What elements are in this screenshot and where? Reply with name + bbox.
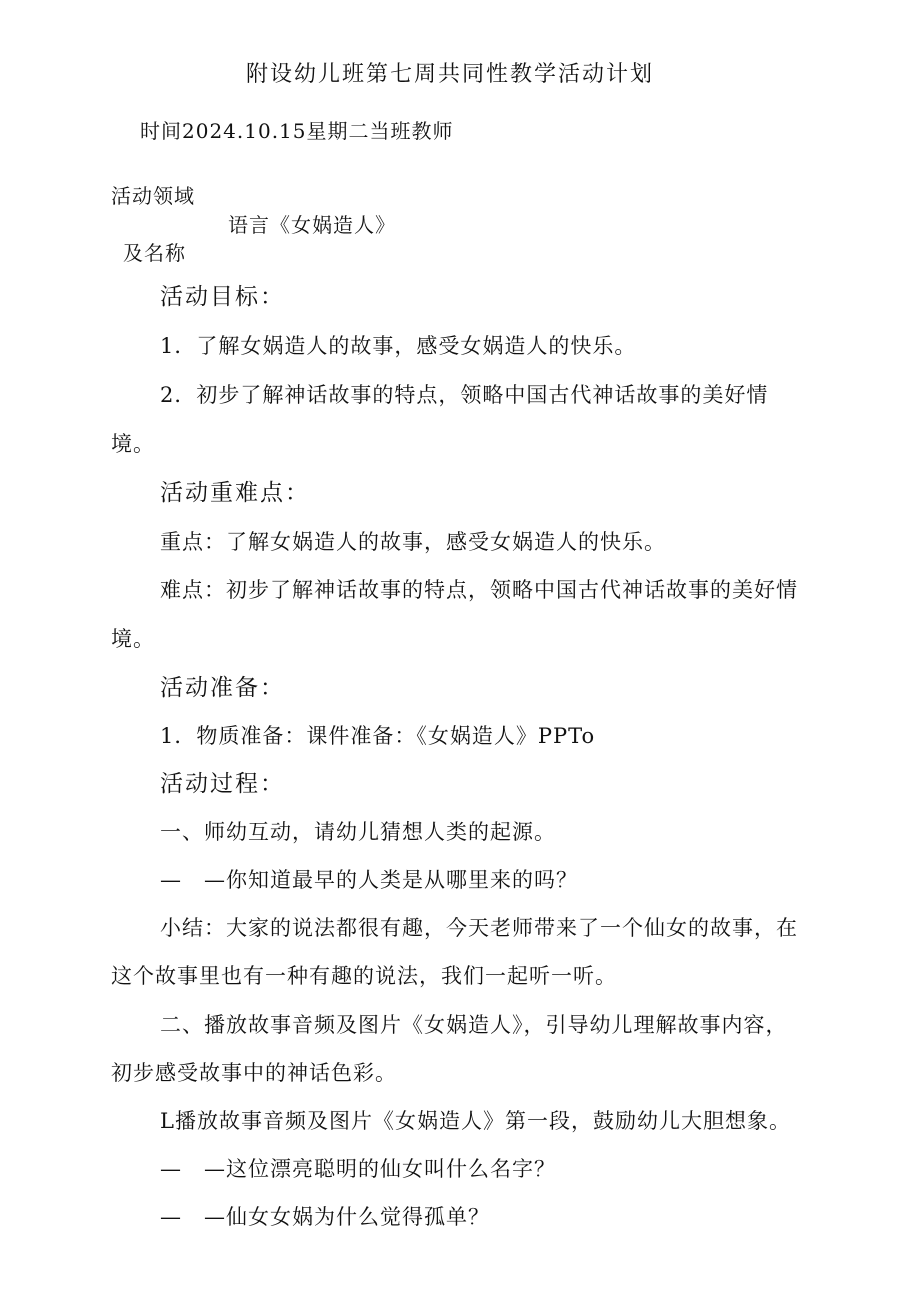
step-2-line1: 二、播放故事音频及图片《女娲造人》，引导幼儿理解故事内容， [160, 1013, 788, 1037]
goals-heading: 活动目标： [160, 284, 285, 310]
goal-2-line2: 境。 [111, 432, 155, 456]
summary-line1: 小结：大家的说法都很有趣，今天老师带来了一个仙女的故事，在 [160, 916, 798, 940]
domain-label-line2: 及名称 [123, 241, 186, 265]
key-point: 重点：了解女娲造人的故事，感受女娲造人的快乐。 [160, 530, 666, 554]
domain-label-line1: 活动领域 [111, 184, 195, 208]
step-2-1: L播放故事音频及图片《女娲造人》第一段，鼓励幼儿大胆想象。 [160, 1109, 791, 1133]
step-1-question: — —你知道最早的人类是从哪里来的吗？ [160, 868, 578, 892]
step-2-line2: 初步感受故事中的神话色彩。 [111, 1061, 397, 1085]
summary-line2: 这个故事里也有一种有趣的说法，我们一起听一听。 [111, 964, 617, 988]
meta-line: 时间2024.10.15星期二当班教师 [140, 119, 454, 143]
domain-value: 语言《女娲造人》 [228, 213, 396, 237]
difficult-point-line1: 难点：初步了解神话故事的特点，领略中国古代神话故事的美好情 [160, 578, 798, 602]
goal-2-line1: 2．初步了解神话故事的特点，领略中国古代神话故事的美好情 [160, 383, 769, 407]
step-1: 一、师幼互动，请幼儿猜想人类的起源。 [160, 820, 556, 844]
prep-heading: 活动准备： [160, 675, 285, 701]
page-title: 附设幼儿班第七周共同性教学活动计划 [246, 62, 655, 87]
goal-1: 1．了解女娲造人的故事，感受女娲造人的快乐。 [160, 334, 637, 358]
process-heading: 活动过程： [160, 771, 285, 797]
step-2-1-question-2: — —仙女女娲为什么觉得孤单？ [160, 1205, 490, 1229]
key-points-heading: 活动重难点： [160, 480, 310, 506]
difficult-point-line2: 境。 [111, 627, 155, 651]
step-2-1-question-1: — —这位漂亮聪明的仙女叫什么名字？ [160, 1157, 556, 1181]
prep-item-1: 1．物质准备：课件准备：《女娲造人》PPTo [160, 724, 596, 748]
